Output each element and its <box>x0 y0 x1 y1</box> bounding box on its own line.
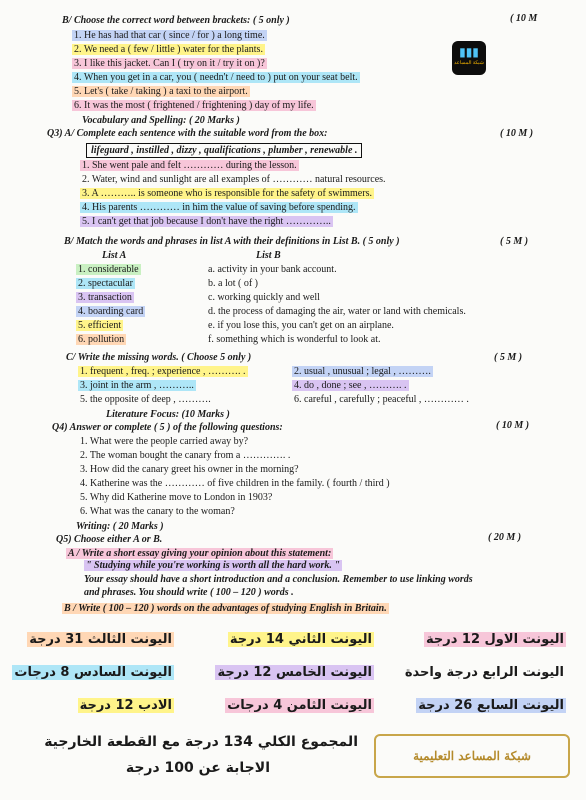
unit-2-marks: اليونت الثاني 14 درجة <box>229 632 372 647</box>
section-b-marks: ( 10 M <box>510 13 538 24</box>
list-a-item: 2. spectacular <box>78 278 133 289</box>
choose-item-5: 5. Let's ( take / taking ) a taxi to the airport. <box>74 86 248 97</box>
q3c-marks: ( 5 M ) <box>494 352 523 363</box>
unit-1-marks: اليونت الاول 12 درجة <box>425 632 564 647</box>
complete-item-4: 4. His parents ………… in him the value of saving before spending. <box>82 202 356 213</box>
list-a-item: 3. transaction <box>78 292 132 303</box>
list-b-heading: List B <box>256 250 281 261</box>
missing-item-3: 3. joint in the arm , ……….. <box>80 380 194 391</box>
answer-marks: الاجابة عن 100 درجة <box>125 760 270 776</box>
unit-5-marks: اليونت الخامس 12 درجة <box>217 665 372 680</box>
q4-item-3: 3. How did the canary greet his owner in the morning? <box>80 464 299 475</box>
q5-a-quote: " Studying while you're working is worth all the hard work. " <box>86 560 340 571</box>
choose-item-6: 6. It was the most ( frightened / frightening ) day of my life. <box>74 100 314 111</box>
word-box: lifeguard , instilled , dizzy , qualifications , plumber , renewable . <box>86 143 362 158</box>
literature-heading: Literature Focus: (10 Marks ) <box>106 409 230 420</box>
q3b-title: B/ Match the words and phrases in list A with their definitions in List B. ( 5 only ) <box>64 236 400 247</box>
missing-item-5: 5. the opposite of deep , ………. <box>80 394 211 405</box>
q5-a-note-2: and phrases. You should write ( 100 – 120 ) words . <box>84 587 294 598</box>
section-b-title: B/ Choose the correct word between brackets: ( 5 only ) <box>62 15 290 26</box>
complete-item-2: 2. Water, wind and sunlight are all examples of ………… natural resources. <box>82 174 386 185</box>
choose-item-4: 4. When you get in a car, you ( needn't / need to ) put on your seat belt. <box>74 72 358 83</box>
unit-8-marks: اليونت الثامن 4 درجات <box>227 698 372 713</box>
q4-item-6: 6. What was the canary to the woman? <box>80 506 235 517</box>
q4-item-2: 2. The woman bought the canary from a …………. . <box>80 450 291 461</box>
vocab-heading: Vocabulary and Spelling: ( 20 Marks ) <box>82 115 240 126</box>
choose-item-3: 3. I like this jacket. Can I ( try on it / try it on )? <box>74 58 265 69</box>
unit-6-marks: اليونت السادس 8 درجات <box>14 665 172 680</box>
missing-item-6: 6. careful , carefully ; peaceful , ………… . <box>294 394 469 405</box>
writing-heading: Writing: ( 20 Marks ) <box>76 521 164 532</box>
emblem-text: شبكة المساعد التعليمية <box>413 749 531 763</box>
q3c-title: C/ Write the missing words. ( Choose 5 only ) <box>66 352 252 363</box>
list-a-item: 1. considerable <box>78 264 139 275</box>
list-b-item: c. working quickly and well <box>208 292 320 303</box>
q5-title: Q5) Choose either A or B. <box>56 534 163 545</box>
q4-item-1: 1. What were the people carried away by? <box>80 436 249 447</box>
choose-item-2: 2. We need a ( few / little ) water for the plants. <box>74 44 263 55</box>
unit-4-marks: اليونت الرابع درجة واحدة <box>404 665 564 680</box>
complete-item-1: 1. She went pale and felt ………… during the lesson. <box>82 160 297 171</box>
unit-3-marks: اليونت الثالث 31 درجة <box>29 632 172 647</box>
missing-item-2: 2. usual , unusual ; legal , ………. <box>294 366 431 377</box>
logo-text: شبكة المساعد <box>454 61 484 66</box>
book-icon: ▮▮▮ <box>459 45 479 59</box>
missing-item-4: 4. do , done ; see , ………. . <box>294 380 407 391</box>
complete-item-5: 5. I can't get that job because I don't have the right ………….. <box>82 216 331 227</box>
q5-b-title: B / Write ( 100 – 120 ) words on the advantages of studying English in Britain. <box>64 603 387 614</box>
list-a-item: 5. efficient <box>78 320 122 331</box>
list-b-item: e. if you lose this, you can't get on an airplane. <box>208 320 394 331</box>
q5-a-note-1: Your essay should have a short introduction and a conclusion. Remember to use linking words <box>84 574 473 585</box>
missing-item-1: 1. frequent , freq. ; experience , ………. . <box>80 366 246 377</box>
q3a-title: Q3) A/ Complete each sentence with the suitable word from the box: <box>47 128 328 139</box>
list-a-heading: List A <box>102 250 127 261</box>
list-b-item: d. the process of damaging the air, water or land with chemicals. <box>208 306 466 317</box>
list-b-item: a. activity in your bank account. <box>208 264 337 275</box>
list-a-item: 4. boarding card <box>78 306 144 317</box>
q4-item-4: 4. Katherine was the ………… of five children in the family. ( fourth / third ) <box>80 478 390 489</box>
q5-a-title: A / Write a short essay giving your opinion about this statement: <box>68 548 332 559</box>
list-b-item: f. something which is wonderful to look at. <box>208 334 381 345</box>
list-a-item: 6. pollution <box>78 334 125 345</box>
q4-marks: ( 10 M ) <box>496 420 530 431</box>
literature-marks: الادب 12 درجة <box>79 698 172 713</box>
q4-item-5: 5. Why did Katherine move to London in 1903? <box>80 492 273 503</box>
list-b-item: b. a lot ( of ) <box>208 278 258 289</box>
network-emblem <box>374 734 570 778</box>
network-logo <box>452 41 486 75</box>
q3b-marks: ( 5 M ) <box>500 236 529 247</box>
q4-title: Q4) Answer or complete ( 5 ) of the following questions: <box>52 422 283 433</box>
unit-7-marks: اليونت السابع 26 درجة <box>418 698 564 713</box>
q5-marks: ( 20 M ) <box>488 532 522 543</box>
total-marks: المجموع الكلي 134 درجة مع القطعة الخارجية <box>44 734 358 750</box>
complete-item-3: 3. A ……….. is someone who is responsible for the safety of swimmers. <box>82 188 372 199</box>
q3a-marks: ( 10 M ) <box>500 128 534 139</box>
choose-item-1: 1. He has had that car ( since / for ) a long time. <box>74 30 265 41</box>
